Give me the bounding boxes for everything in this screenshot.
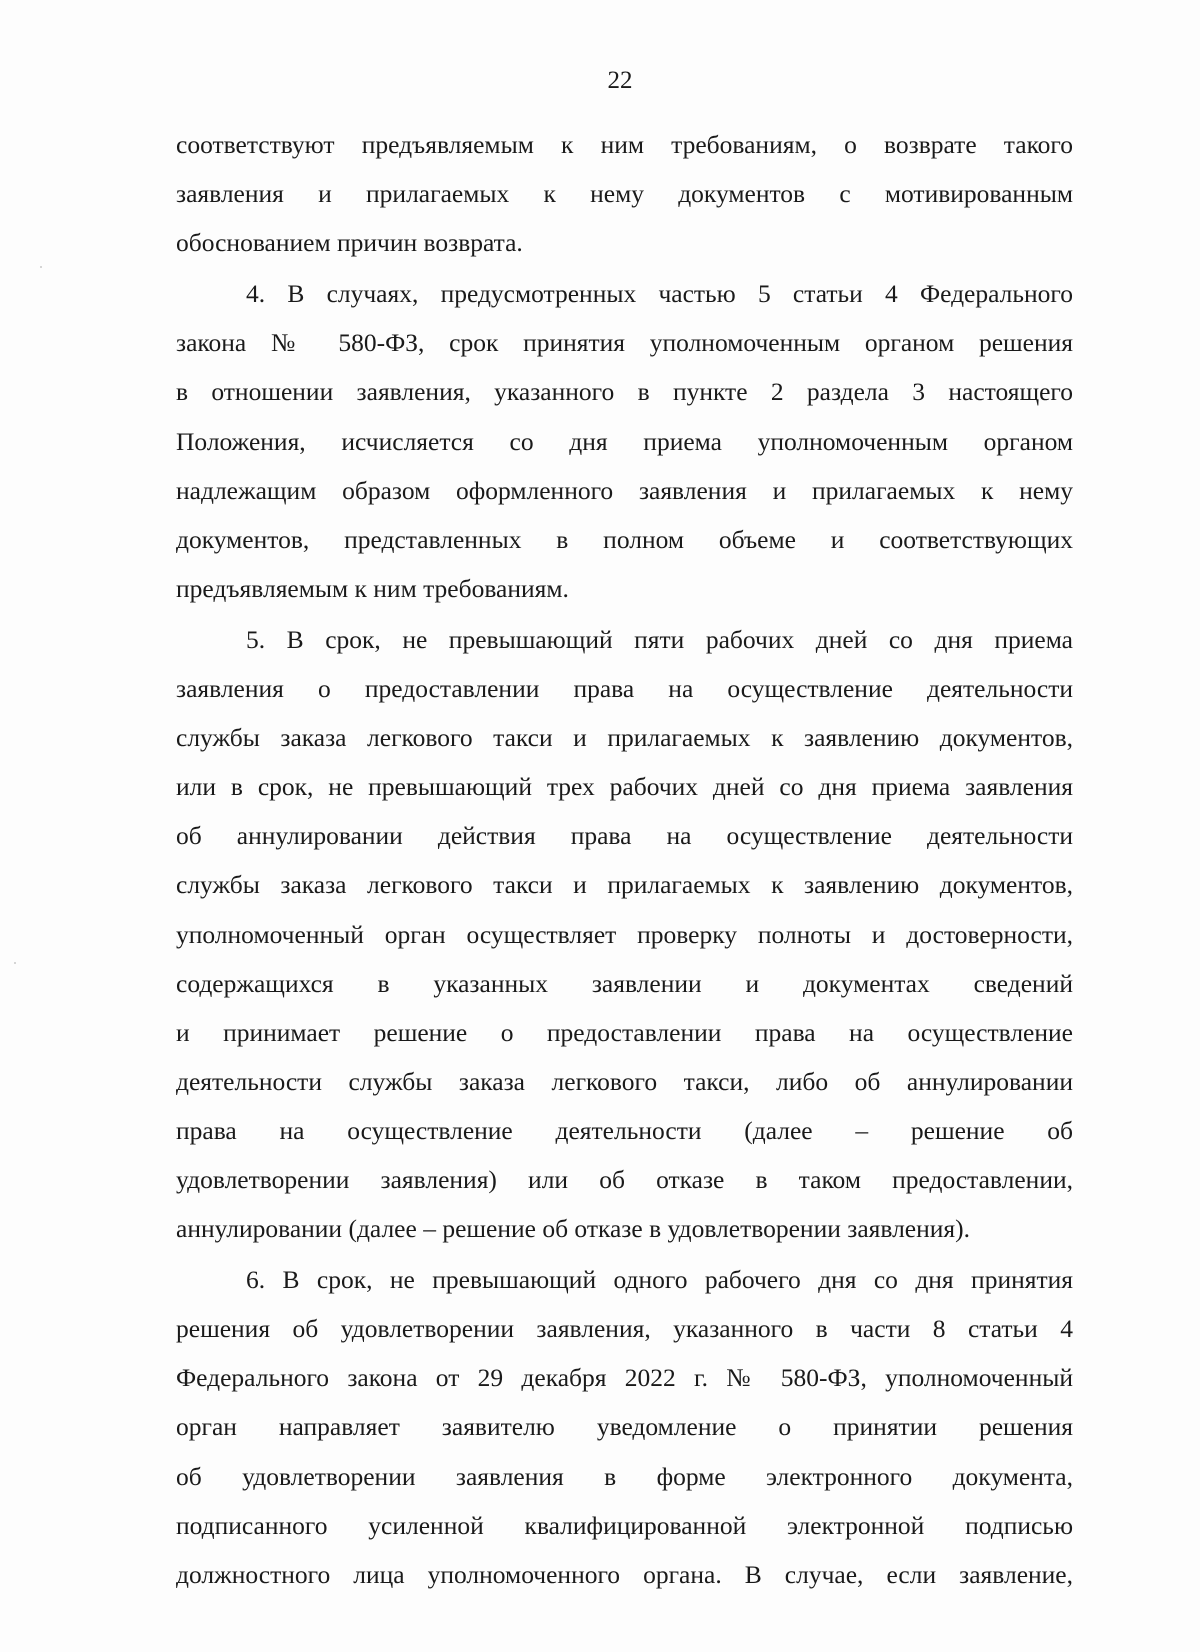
text-line: предъявляемым к ним требованиям. [176, 573, 569, 603]
text-line: об удовлетворении заявления в форме электронного документа, [176, 1461, 1073, 1491]
scan-speck [40, 266, 42, 268]
text-line: подписанного усиленной квалифицированной электронной подписью [176, 1510, 1073, 1540]
text-line: уполномоченный орган осуществляет проверку полноты и достоверности, [176, 919, 1073, 949]
text-line: удовлетворении заявления) или об отказе в таком предоставлении, [176, 1164, 1073, 1194]
text-line: заявления о предоставлении права на осуществление деятельности [176, 674, 1073, 704]
text-line: документов, представленных в полном объеме и соответствующих [176, 524, 1073, 554]
text-line: закона № 580-ФЗ, срок принятия уполномоченным органом решения [176, 328, 1073, 358]
paragraph-6 [176, 1255, 1073, 1599]
text-line: Федерального закона от 29 декабря 2022 г. № 580-ФЗ, уполномоченный [176, 1363, 1073, 1393]
document-body [176, 120, 1073, 1599]
text-line: должностного лица уполномоченного органа. В случае, если заявление, [176, 1559, 1073, 1589]
text-line: обоснованием причин возврата. [176, 228, 523, 258]
text-line: заявления и прилагаемых к нему документов с мотивированным [176, 179, 1073, 209]
text-line: об аннулировании действия права на осуществление деятельности [176, 821, 1073, 851]
text-line: службы заказа легкового такси и прилагаемых к заявлению документов, [176, 870, 1073, 900]
paragraph-4 [176, 269, 1073, 613]
text-line: права на осуществление деятельности (далее – решение об [176, 1115, 1073, 1145]
scan-speck [14, 962, 16, 964]
text-line: и принимает решение о предоставлении права на осуществление [176, 1017, 1073, 1047]
text-line: деятельности службы заказа легкового такси, либо об аннулировании [176, 1066, 1073, 1096]
text-line: соответствуют предъявляемым к ним требованиям, о возврате такого [176, 130, 1073, 159]
text-line: 4. В случаях, предусмотренных частью 5 статьи 4 Федерального [246, 279, 1073, 309]
page-number: 22 [607, 67, 633, 94]
text-line: надлежащим образом оформленного заявления и прилагаемых к нему [176, 475, 1073, 505]
text-line: службы заказа легкового такси и прилагаемых к заявлению документов, [176, 723, 1073, 753]
text-line: 6. В срок, не превышающий одного рабочего дня со дня принятия [246, 1265, 1073, 1295]
paragraph-5 [176, 615, 1073, 1253]
text-line: содержащихся в указанных заявлении и документах сведений [176, 968, 1073, 998]
text-line: Положения, исчисляется со дня приема уполномоченным органом [176, 426, 1073, 456]
text-line: или в срок, не превышающий трех рабочих дней со дня приема заявления [176, 772, 1073, 802]
text-line: аннулировании (далее – решение об отказе в удовлетворении заявления). [176, 1214, 970, 1244]
text-line: решения об удовлетворении заявления, указанного в части 8 статьи 4 [176, 1314, 1073, 1344]
text-line: орган направляет заявителю уведомление о принятии решения [176, 1412, 1073, 1442]
text-line: 5. В срок, не превышающий пяти рабочих дней со дня приема [246, 624, 1073, 654]
paragraph-continuation [176, 120, 1073, 267]
text-line: в отношении заявления, указанного в пункте 2 раздела 3 настоящего [176, 377, 1073, 407]
